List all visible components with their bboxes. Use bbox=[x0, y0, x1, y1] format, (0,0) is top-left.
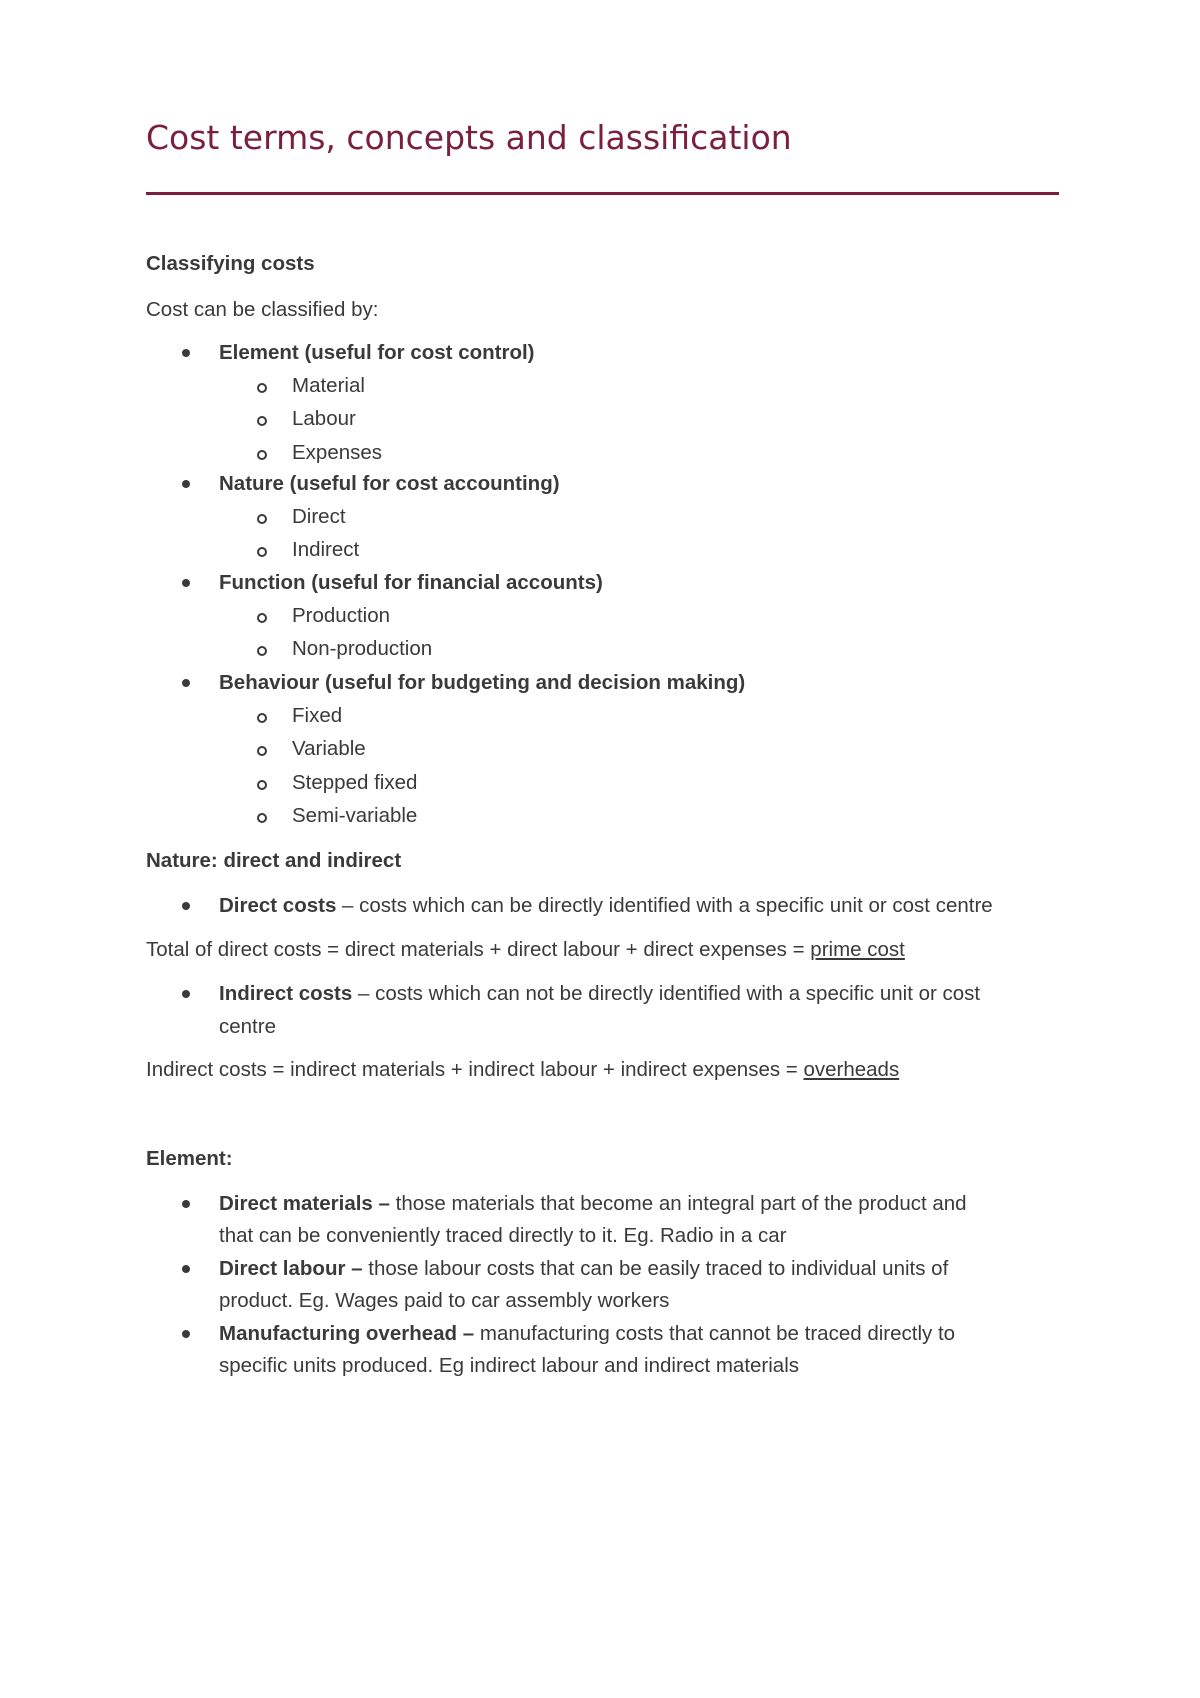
indirect-costs-definition: – costs which can not be directly identified with a specific unit or cost bbox=[352, 982, 981, 1005]
bullet-icon bbox=[182, 579, 190, 587]
sub-bullet-icon bbox=[257, 813, 267, 823]
sub-item-fixed: Fixed bbox=[292, 704, 343, 727]
sub-item-material: Material bbox=[292, 374, 365, 397]
sub-item-direct: Direct bbox=[292, 505, 346, 528]
direct-materials-definition-continued: that can be conveniently traced directly to it. Eg. Radio in a car bbox=[219, 1224, 787, 1247]
page-title: Cost terms, concepts and classification bbox=[146, 118, 792, 157]
sub-bullet-icon bbox=[257, 514, 267, 524]
sub-bullet-icon bbox=[257, 450, 267, 460]
direct-costs-item bbox=[219, 890, 993, 923]
indirect-costs-definition-continued: centre bbox=[219, 1015, 276, 1038]
sub-bullet-icon bbox=[257, 646, 267, 656]
direct-materials-item bbox=[219, 1188, 967, 1221]
prime-cost-formula bbox=[146, 937, 905, 963]
sub-bullet-icon bbox=[257, 383, 267, 393]
bullet-icon bbox=[182, 1200, 190, 1208]
section-heading-classifying-costs: Classifying costs bbox=[146, 252, 315, 275]
sub-bullet-icon bbox=[257, 746, 267, 756]
sub-item-labour: Labour bbox=[292, 407, 356, 430]
indirect-costs-item bbox=[219, 978, 980, 1011]
direct-labour-definition-continued: product. Eg. Wages paid to car assembly workers bbox=[219, 1289, 670, 1312]
sub-item-production: Production bbox=[292, 604, 391, 627]
direct-labour-term: Direct labour – bbox=[219, 1257, 363, 1280]
sub-bullet-icon bbox=[257, 713, 267, 723]
sub-item-expenses: Expenses bbox=[292, 441, 383, 464]
indirect-costs-term: Indirect costs bbox=[219, 982, 353, 1005]
direct-materials-definition: those materials that become an integral part of the product and bbox=[389, 1192, 967, 1215]
sub-bullet-icon bbox=[257, 416, 267, 426]
bullet-icon bbox=[182, 480, 190, 488]
intro-text: Cost can be classified by: bbox=[146, 298, 379, 321]
sub-item-variable: Variable bbox=[292, 737, 366, 760]
manufacturing-overhead-definition: manufacturing costs that cannot be traced directly to bbox=[474, 1322, 956, 1345]
list-item-behaviour: Behaviour (useful for budgeting and decision making) bbox=[219, 671, 746, 694]
overheads-formula-text: Indirect costs = indirect materials + indirect labour + indirect expenses = bbox=[146, 1058, 804, 1081]
direct-labour-item bbox=[219, 1253, 948, 1286]
sub-bullet-icon bbox=[257, 547, 267, 557]
prime-cost-formula-text: Total of direct costs = direct materials + direct labour + direct expenses = bbox=[146, 938, 811, 961]
sub-item-indirect: Indirect bbox=[292, 538, 360, 561]
bullet-icon bbox=[182, 1330, 190, 1338]
section-heading-element: Element: bbox=[146, 1147, 233, 1170]
bullet-icon bbox=[182, 679, 190, 687]
direct-materials-term: Direct materials – bbox=[219, 1192, 390, 1215]
bullet-icon bbox=[182, 349, 190, 357]
sub-item-non-production: Non-production bbox=[292, 637, 433, 660]
direct-costs-definition: – costs which can be directly identified with a specific unit or cost centre bbox=[336, 894, 993, 917]
sub-item-stepped-fixed: Stepped fixed bbox=[292, 771, 418, 794]
bullet-icon bbox=[182, 1265, 190, 1273]
overheads-term: overheads bbox=[803, 1058, 900, 1081]
manufacturing-overhead-item bbox=[219, 1318, 955, 1351]
bullet-icon bbox=[182, 990, 190, 998]
prime-cost-term: prime cost bbox=[810, 938, 905, 961]
list-item-element: Element (useful for cost control) bbox=[219, 341, 535, 364]
manufacturing-overhead-definition-continued: specific units produced. Eg indirect labour and indirect materials bbox=[219, 1354, 799, 1377]
overheads-formula bbox=[146, 1057, 899, 1083]
sub-item-semi-variable: Semi-variable bbox=[292, 804, 418, 827]
bullet-icon bbox=[182, 902, 190, 910]
title-divider bbox=[146, 192, 1059, 195]
sub-bullet-icon bbox=[257, 613, 267, 623]
section-heading-nature: Nature: direct and indirect bbox=[146, 849, 402, 872]
direct-labour-definition: those labour costs that can be easily traced to individual units of bbox=[362, 1257, 949, 1280]
sub-bullet-icon bbox=[257, 780, 267, 790]
direct-costs-term: Direct costs bbox=[219, 894, 337, 917]
manufacturing-overhead-term: Manufacturing overhead – bbox=[219, 1322, 475, 1345]
list-item-function: Function (useful for financial accounts) bbox=[219, 571, 603, 594]
list-item-nature: Nature (useful for cost accounting) bbox=[219, 472, 560, 495]
